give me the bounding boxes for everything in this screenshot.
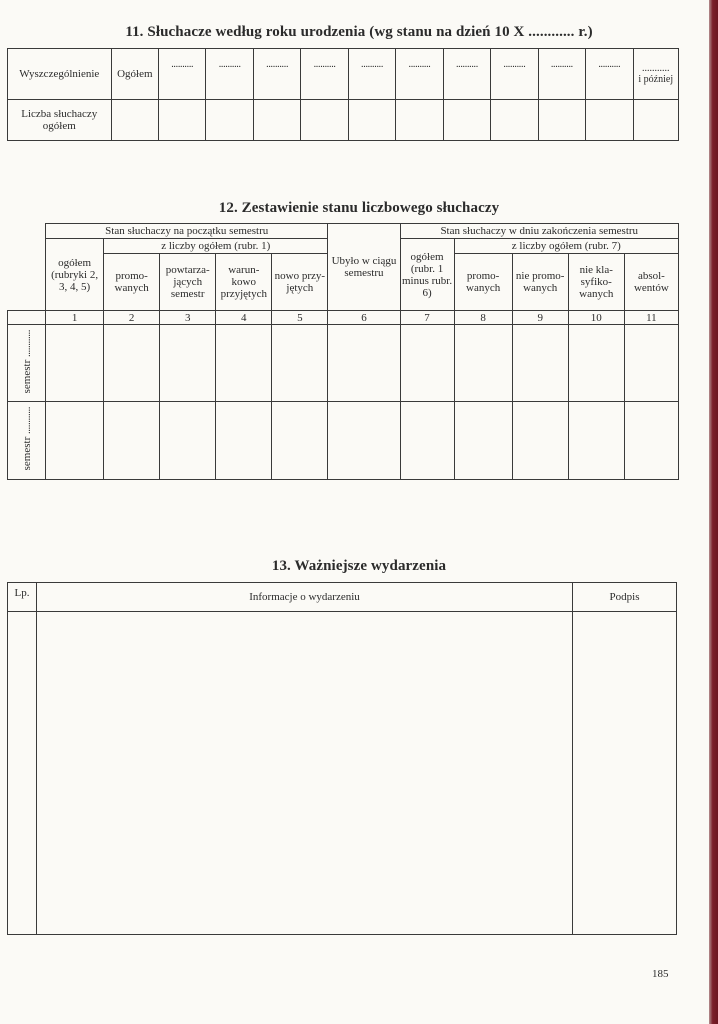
- data-cell[interactable]: [272, 402, 328, 480]
- col-repeating-header: powtarza- jących semestr: [160, 254, 216, 311]
- data-cell[interactable]: [633, 100, 678, 141]
- data-cell[interactable]: [46, 402, 104, 480]
- data-cell[interactable]: [104, 325, 160, 402]
- col-graduates-header: absol- wentów: [624, 254, 678, 311]
- semester-label-cell: [8, 325, 46, 402]
- data-cell[interactable]: [111, 100, 158, 141]
- year-cell[interactable]: ..........: [443, 49, 490, 100]
- year-cell[interactable]: ..........: [301, 49, 348, 100]
- data-cell[interactable]: [491, 100, 538, 141]
- column-number: 5: [272, 311, 328, 325]
- column-number: 1: [46, 311, 104, 325]
- column-number: 9: [512, 311, 568, 325]
- col-not-promoted-header: nie promo- wanych: [512, 254, 568, 311]
- data-cell[interactable]: [443, 100, 490, 141]
- data-cell[interactable]: [586, 100, 633, 141]
- data-cell[interactable]: [624, 402, 678, 480]
- birth-year-data-row: [8, 100, 679, 141]
- data-cell[interactable]: [104, 402, 160, 480]
- col-new-header: nowo przy- jętych: [272, 254, 328, 311]
- data-cell[interactable]: [328, 402, 400, 480]
- birth-year-table: [7, 48, 679, 141]
- section-12-title: 12. Zestawienie stanu liczbowego słuchaczy: [218, 200, 500, 216]
- col-dropped-header: Ubyło w ciągu semestru: [328, 224, 400, 311]
- subgroup-end-header: z liczby ogółem (rubr. 7): [454, 239, 678, 254]
- col-total-end-header: ogółem (rubr. 1 minus rubr. 6): [400, 239, 454, 311]
- column-number: 3: [160, 311, 216, 325]
- column-number: 11: [624, 311, 678, 325]
- year-cell[interactable]: ..........: [253, 49, 300, 100]
- data-cell[interactable]: [400, 325, 454, 402]
- info-cell[interactable]: [37, 612, 573, 935]
- col-promoted-header: promo- wanych: [104, 254, 160, 311]
- corner-blank: [8, 224, 46, 311]
- data-cell[interactable]: [512, 402, 568, 480]
- data-cell[interactable]: [396, 100, 443, 141]
- events-body-row: [8, 612, 677, 935]
- year-last-label: i później: [638, 74, 674, 85]
- data-cell[interactable]: [348, 100, 395, 141]
- header-total-cell: Ogółem: [111, 49, 158, 100]
- data-cell[interactable]: [328, 325, 400, 402]
- data-cell[interactable]: [454, 402, 512, 480]
- year-last-dots: ...........: [642, 63, 670, 74]
- col-conditional-header: warun- kowo przyjętych: [216, 254, 272, 311]
- subgroup-start-header: z liczby ogółem (rubr. 1): [104, 239, 328, 254]
- group-header-row: [8, 224, 679, 239]
- data-cell[interactable]: [160, 402, 216, 480]
- data-cell[interactable]: [624, 325, 678, 402]
- data-cell[interactable]: [159, 100, 206, 141]
- data-cell[interactable]: [568, 325, 624, 402]
- year-cell[interactable]: ..........: [538, 49, 585, 100]
- col-info-header: Informacje o wydarzeniu: [37, 583, 573, 612]
- data-cell[interactable]: [538, 100, 585, 141]
- student-count-table: [7, 223, 679, 480]
- col-lp-header: Lp.: [8, 583, 37, 612]
- sign-cell[interactable]: [573, 612, 677, 935]
- book-binding-edge: [709, 0, 718, 1024]
- col-sign-header: Podpis: [573, 583, 677, 612]
- semester-label-cell: [8, 402, 46, 480]
- data-cell[interactable]: [46, 325, 104, 402]
- column-number: 4: [216, 311, 272, 325]
- column-number: 7: [400, 311, 454, 325]
- data-cell[interactable]: [272, 325, 328, 402]
- semester-label: semestr ............: [20, 329, 33, 394]
- data-cell[interactable]: [301, 100, 348, 141]
- column-number: 8: [454, 311, 512, 325]
- data-cell[interactable]: [216, 325, 272, 402]
- data-cell[interactable]: [160, 325, 216, 402]
- year-cell[interactable]: ..........: [586, 49, 633, 100]
- events-header-row: [8, 583, 677, 612]
- data-cell[interactable]: [568, 402, 624, 480]
- data-cell[interactable]: [400, 402, 454, 480]
- birth-year-header-row: [8, 49, 679, 100]
- section-11-title: 11. Słuchacze według roku urodzenia (wg stanu na dzień 10 X ............ r.): [125, 24, 593, 40]
- group-end-header: Stan słuchaczy w dniu zakończenia semestru: [400, 224, 678, 239]
- header-label-cell: Wyszczególnienie: [8, 49, 112, 100]
- year-last-cell[interactable]: [633, 49, 678, 100]
- column-number-row: [8, 311, 679, 325]
- semester-row: [8, 325, 679, 402]
- column-number: 6: [328, 311, 400, 325]
- row-label-cell: Liczba słuchaczy ogółem: [8, 100, 112, 141]
- column-number: 2: [104, 311, 160, 325]
- year-cell[interactable]: ..........: [159, 49, 206, 100]
- section-13-title: 13. Ważniejsze wydarzenia: [271, 558, 447, 574]
- column-number: 10: [568, 311, 624, 325]
- year-cell[interactable]: ..........: [206, 49, 253, 100]
- data-cell[interactable]: [206, 100, 253, 141]
- group-start-header: Stan słuchaczy na początku semestru: [46, 224, 328, 239]
- data-cell[interactable]: [253, 100, 300, 141]
- events-table: [7, 582, 677, 935]
- col-promoted-end-header: promo- wanych: [454, 254, 512, 311]
- year-cell[interactable]: ..........: [396, 49, 443, 100]
- page-number: 185: [652, 968, 669, 980]
- data-cell[interactable]: [216, 402, 272, 480]
- year-cell[interactable]: ..........: [491, 49, 538, 100]
- year-cell[interactable]: ..........: [348, 49, 395, 100]
- data-cell[interactable]: [512, 325, 568, 402]
- data-cell[interactable]: [454, 325, 512, 402]
- lp-cell[interactable]: [8, 612, 37, 935]
- col-unclassified-header: nie kla- syfiko- wanych: [568, 254, 624, 311]
- number-row-blank: [8, 311, 46, 325]
- semester-label: semestr ............: [20, 407, 33, 471]
- semester-row: [8, 402, 679, 480]
- col-total-start-header: ogółem (rubryki 2, 3, 4, 5): [46, 239, 104, 311]
